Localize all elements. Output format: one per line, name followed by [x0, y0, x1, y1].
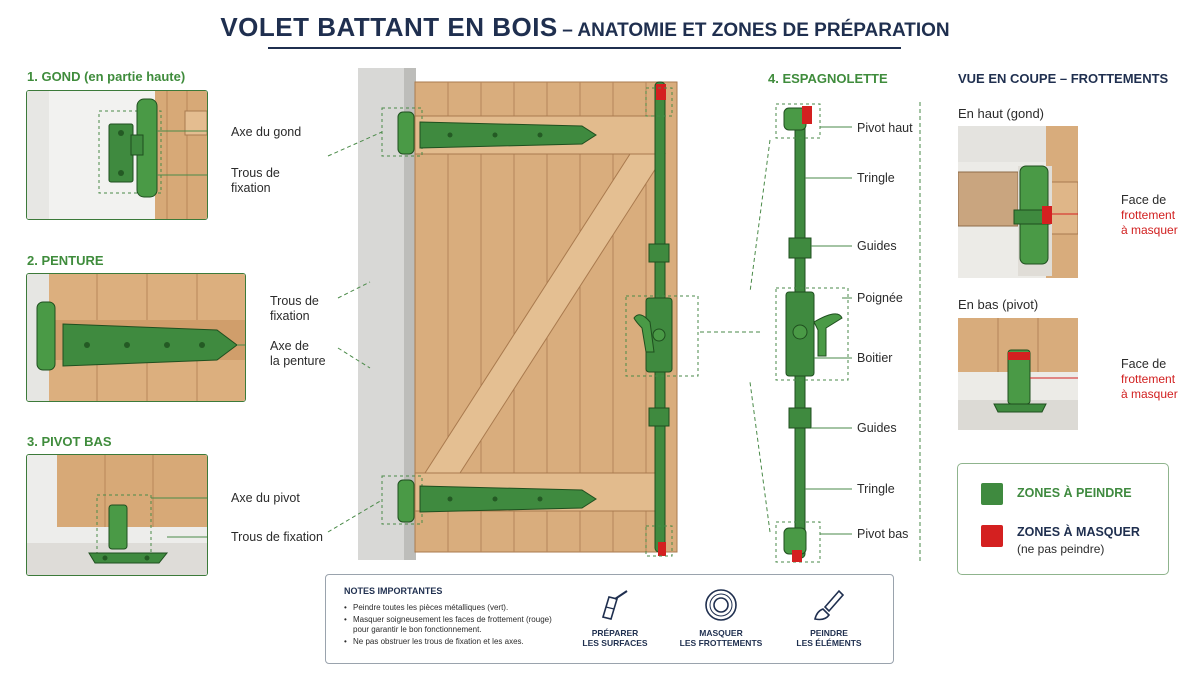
page-title [0, 12, 1170, 43]
esp-label-boitier: Boitier [857, 351, 893, 365]
espagnolette-illustration [740, 92, 940, 568]
coupe-bottom-face-1: Face de [1121, 357, 1167, 371]
step-mask [666, 587, 776, 648]
brush-icon [595, 587, 635, 623]
paintbrush-icon [809, 587, 849, 623]
coupe-top-face-1: Face de [1121, 193, 1167, 207]
esp-label-poignee: Poignée [857, 291, 903, 305]
penture-panel [26, 273, 246, 402]
shutter-illustration [320, 60, 760, 570]
coupe-bottom-image [958, 318, 1078, 430]
legend-paint-label: ZONES À PEINDRE [1017, 486, 1132, 500]
esp-label-pivot-haut: Pivot haut [857, 121, 913, 135]
gond-axis-label: Axe du gond [231, 125, 302, 139]
legend-box [957, 463, 1169, 575]
penture-holes-label-1: Trous de [270, 294, 319, 308]
title-underline [268, 47, 901, 49]
gond-panel [26, 90, 208, 220]
coupe-top-label: En haut (gond) [958, 106, 1045, 121]
gond-illustration [27, 91, 207, 219]
penture-axis-label-2: la penture [270, 354, 326, 368]
penture-illustration [27, 274, 245, 401]
gond-holes-label-1: Trous de [231, 166, 280, 180]
penture-holes-label-2: fixation [270, 309, 310, 323]
notes-box [325, 574, 894, 664]
esp-label-tringle-top: Tringle [857, 171, 895, 185]
pivot-holes-label: Trous de fixation [231, 530, 323, 544]
esp-label-tringle-bottom: Tringle [857, 482, 895, 496]
notes-item: • Masquer soigneusement les faces de frottement (rouge) pour garantir le bon fonctionnement. [344, 615, 569, 636]
legend-mask-sub: (ne pas peindre) [1017, 542, 1105, 556]
coupe-top-image [958, 126, 1078, 278]
esp-label-guides-top: Guides [857, 239, 897, 253]
step-prepare [560, 587, 670, 648]
pivot-illustration [27, 455, 207, 575]
step-prepare-line2: LES SURFACES [582, 638, 648, 648]
pivot-panel [26, 454, 208, 576]
esp-label-pivot-bas: Pivot bas [857, 527, 909, 541]
title-sub: – ANATOMIE ET ZONES DE PRÉPARATION [562, 20, 950, 41]
pivot-axis-label: Axe du pivot [231, 491, 300, 505]
coupe-bottom-face-2: frottement [1121, 372, 1176, 386]
step-prepare-line1: PRÉPARER [591, 628, 639, 638]
coupe-bottom-label: En bas (pivot) [958, 297, 1039, 312]
pivot-heading: 3. PIVOT BAS [27, 434, 112, 449]
coupe-top-face-3: à masquer [1121, 223, 1178, 237]
coupe-heading: VUE EN COUPE – FROTTEMENTS [958, 71, 1169, 86]
step-paint-line1: PEINDRE [810, 628, 848, 638]
esp-label-guides-bottom: Guides [857, 421, 897, 435]
gond-heading: 1. GOND (en partie haute) [27, 69, 186, 84]
notes-item: • Peindre toutes les pièces métalliques (vert). [344, 603, 569, 614]
step-paint-line2: LES ÉLÉMENTS [796, 638, 862, 648]
espagnolette-heading: 4. ESPAGNOLETTE [768, 71, 888, 86]
penture-axis-label-1: Axe de [270, 339, 309, 353]
step-paint [774, 587, 884, 648]
title-main: VOLET BATTANT EN BOIS [220, 12, 558, 42]
notes-list [344, 603, 569, 648]
notes-item: • Ne pas obstruer les trous de fixation et les axes. [344, 637, 569, 648]
coupe-top-face-2: frottement [1121, 208, 1176, 222]
legend-paint-swatch [981, 483, 1003, 505]
legend-mask-label: ZONES À MASQUER [1017, 525, 1140, 539]
notes-heading: NOTES IMPORTANTES [344, 586, 443, 596]
gond-holes-label-2: fixation [231, 181, 271, 195]
coupe-bottom-face-3: à masquer [1121, 387, 1178, 401]
step-mask-line1: MASQUER [699, 628, 743, 638]
penture-heading: 2. PENTURE [27, 253, 104, 268]
tape-roll-icon [701, 587, 741, 623]
step-mask-line2: LES FROTTEMENTS [679, 638, 763, 648]
legend-mask-swatch [981, 525, 1003, 547]
